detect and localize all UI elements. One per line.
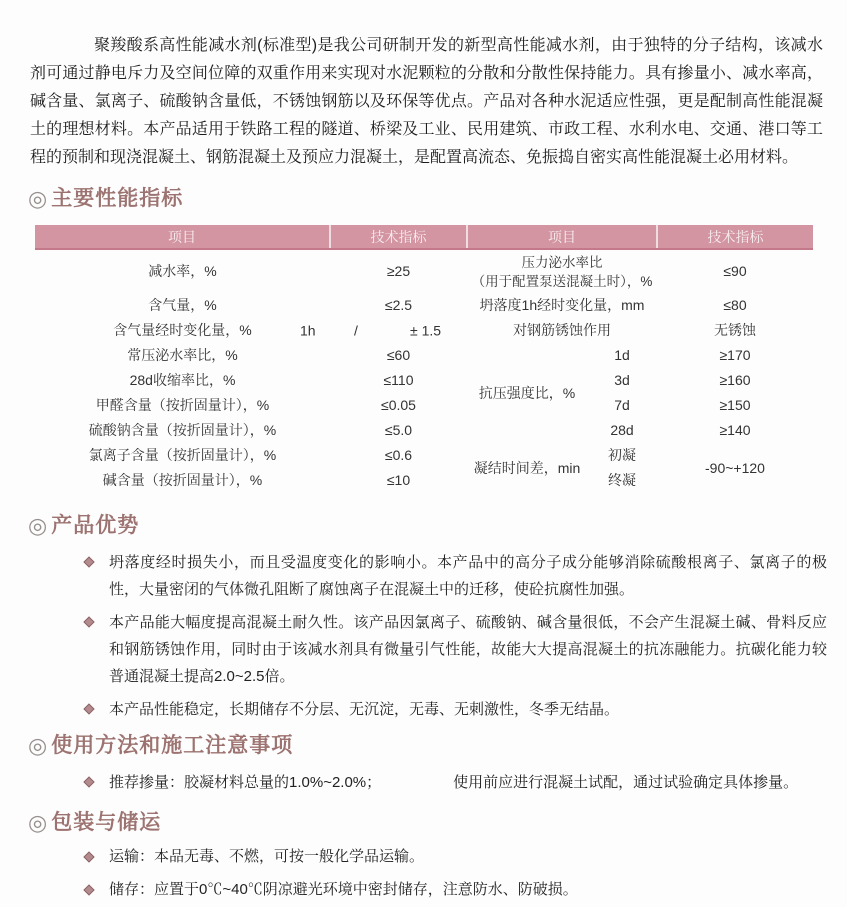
diamond-bullet-icon (83, 616, 94, 627)
item-cell: 甲醛含量（按折固量计），% (95, 397, 270, 413)
value-cell: ≤60 (386, 347, 411, 363)
table-row (35, 343, 813, 368)
bullet-text (109, 769, 798, 796)
table-row (35, 443, 813, 468)
diamond-bullet-icon (83, 851, 94, 862)
table-header-row (35, 225, 813, 249)
section-title-packaging (28, 810, 847, 836)
bullet-text: 储存：应置于0℃~40℃阴凉避光环境中密封储存，注意防水、防破损。 (109, 881, 578, 898)
item-cell: 氯离子含量（按折固量计），% (88, 447, 277, 463)
usage-list (0, 769, 847, 796)
document-page (0, 32, 847, 907)
item-cell: 碱含量（按折固量计），% (102, 472, 263, 488)
list-item (85, 696, 827, 723)
header-item-right: 项目 (467, 225, 657, 249)
table-row (35, 393, 813, 418)
value-cell: ≤90 (723, 263, 747, 279)
item-cell: 含气量，% (148, 297, 217, 313)
section-title-text: 使用方法和施工注意事项 (51, 734, 294, 757)
value-cell: ≤0.6 (384, 447, 413, 463)
item-cell: 减水率，% (148, 263, 217, 279)
age-cell: 28d (610, 422, 634, 438)
table-row (35, 368, 813, 393)
section-title-text: 包装与储运 (51, 811, 162, 834)
value-cell: ≥140 (719, 422, 751, 438)
item-cell: 28d收缩率比，% (129, 372, 236, 388)
advantages-list (0, 549, 847, 723)
value-cell: ≤10 (386, 472, 411, 488)
section-title-advantages (28, 513, 847, 539)
list-item (85, 844, 827, 870)
bullet-text: 运输：本品无毒、不燃，可按一般化学品运输。 (109, 848, 425, 865)
item-line: （用于配置泵送混凝土时），% (471, 273, 653, 289)
age-cell: 1d (614, 347, 630, 363)
age-cell: 7d (614, 397, 630, 413)
age-cell: 初凝 (608, 447, 636, 463)
diamond-bullet-icon (83, 884, 94, 895)
bullet-text: 坍落度经时损失小，而且受温度变化的影响小。本产品中的高分子成分能够消除硫酸根离子、氯离子的极性，大量密闭的气体微孔阻断了腐蚀离子在混凝土中的迁移，使砼抗腐性加强。 (109, 554, 827, 598)
section-title-performance (28, 186, 847, 212)
section-marker-icon: ◎ (28, 513, 49, 538)
section-title-usage (28, 733, 847, 759)
table-row (35, 249, 813, 293)
value-part: / (354, 322, 358, 338)
section-marker-icon: ◎ (28, 733, 49, 758)
value-cell: ≤2.5 (384, 297, 413, 313)
diamond-bullet-icon (83, 776, 94, 787)
table-row (35, 293, 813, 318)
table-row (35, 418, 813, 443)
value-cell (300, 318, 467, 343)
value-part: 1h (300, 322, 316, 338)
value-cell: ≥150 (719, 397, 751, 413)
value-cell: ≤0.05 (381, 397, 416, 413)
age-cell: 3d (614, 372, 630, 388)
list-item (85, 877, 827, 903)
item-cell: 坍落度1h经时变化量，mm (479, 297, 645, 313)
age-cell: 终凝 (608, 472, 636, 488)
list-item (85, 769, 827, 796)
list-item (85, 549, 827, 603)
item-line: 压力泌水率比 (521, 254, 603, 270)
value-cell: ≥25 (386, 263, 411, 279)
bullet-text: 本产品性能稳定，长期储存不分层、无沉淀，无毒、无刺激性，冬季无结晶。 (109, 701, 620, 718)
diamond-bullet-icon (83, 703, 94, 714)
table-row (35, 318, 813, 343)
dosage-text: 推荐掺量：胶凝材料总量的1.0%~2.0%； (109, 774, 382, 791)
group-label-cell: 抗压强度比，% (478, 384, 576, 401)
value-cell: ≥170 (719, 347, 751, 363)
header-index-left: 技术指标 (330, 225, 467, 249)
group-label-cell: 凝结时间差，min (473, 459, 581, 476)
packaging-list (0, 844, 847, 903)
bullet-text: 本产品能大幅度提高混凝土耐久性。该产品因氯离子、硫酸钠、碱含量很低，不会产生混凝土碱、骨料反应和钢筋锈蚀作用，同时由于该减水剂具有微量引气性能，故能大大提高混凝土的抗冻融能力。抗碳化能力较普通混凝土提高2.0~2.5倍。 (109, 614, 827, 685)
item-cell (467, 249, 657, 293)
section-marker-icon: ◎ (28, 186, 49, 211)
list-item (85, 609, 827, 690)
item-cell: 对钢筋锈蚀作用 (513, 322, 611, 338)
value-cell: ≤5.0 (384, 422, 413, 438)
value-cell: ≥160 (719, 372, 751, 388)
item-cell: 常压泌水率比，% (127, 347, 238, 363)
value-cell: 无锈蚀 (714, 322, 756, 338)
section-title-text: 主要性能指标 (51, 187, 184, 210)
value-cell: ≤110 (383, 372, 414, 388)
value-part: ± 1.5 (410, 322, 442, 338)
header-item-left: 项目 (35, 225, 330, 249)
section-marker-icon: ◎ (28, 810, 49, 835)
header-index-right: 技术指标 (657, 225, 813, 249)
diamond-bullet-icon (83, 556, 94, 567)
item-cell: 含气量经时变化量，% (113, 322, 252, 338)
value-cell: ≤80 (723, 297, 747, 313)
item-cell: 硫酸钠含量（按折固量计），% (88, 422, 277, 438)
value-cell: -90~+120 (705, 459, 765, 476)
intro-paragraph: 聚羧酸系高性能减水剂(标准型)是我公司研制开发的新型高性能减水剂，由于独特的分子结构，该减水剂可通过静电斥力及空间位障的双重作用来实现对水泥颗粒的分散和分散性保持能力。具有掺量小、减水率高，碱含量、氯离子、硫酸钠含量低，不锈蚀钢筋以及环保等优点。产品对各种水泥适应性强，更是配制高性能混凝土的理想材料。本产品适用于铁路工程的隧道、桥梁及工业、民用建筑、市政工程、水利水电、交通、港口等工程的预制和现浇混凝土、钢筋混凝土及预应力混凝土，是配置高流态、免振捣自密实高性能混凝土必用材料。 (30, 37, 823, 166)
section-title-text: 产品优势 (51, 514, 140, 537)
performance-table (35, 225, 813, 493)
usage-note-text: 使用前应进行混凝土试配，通过试验确定具体掺量。 (453, 774, 799, 791)
